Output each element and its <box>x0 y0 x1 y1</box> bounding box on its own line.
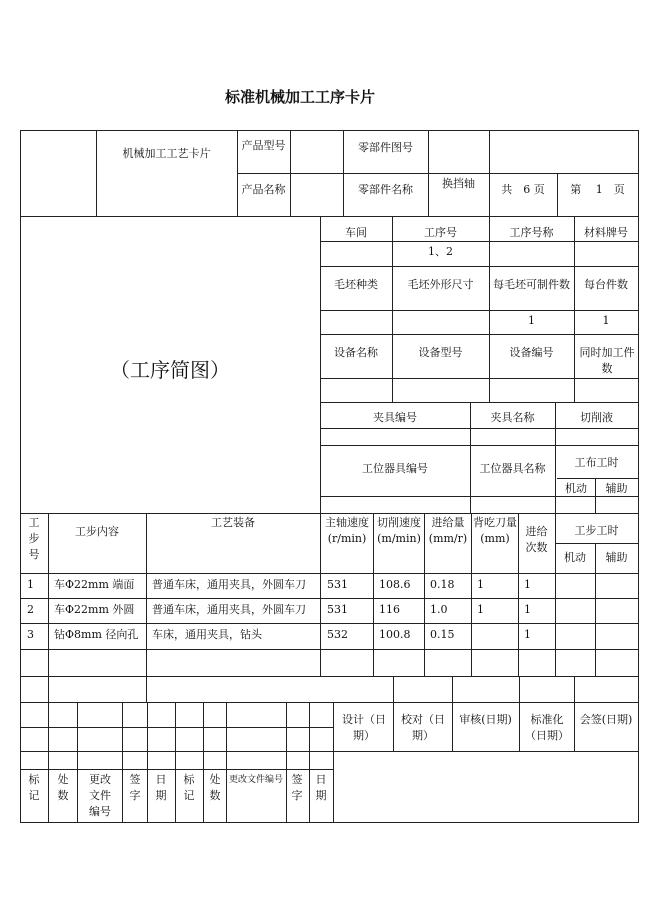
standard-date-label: 标准化（日期） <box>525 713 569 742</box>
part-drawing-no-label: 零部件图号 <box>358 141 413 154</box>
parts-per-blank-label: 每毛坯可制件数 <box>493 278 570 291</box>
process-no-label: 工序号 <box>424 226 457 239</box>
product-model-label: 产品型号 <box>241 139 286 152</box>
blank-type-label: 毛坯种类 <box>334 278 378 291</box>
blank-size-label: 毛坯外形尺寸 <box>407 278 474 291</box>
step-no: 1 <box>27 578 34 591</box>
step-no: 2 <box>27 603 34 616</box>
step-no: 3 <box>27 628 34 641</box>
step-content: 钻Φ8mm 径向孔 <box>54 628 139 641</box>
part-name-label: 零部件名称 <box>358 183 413 196</box>
step-cutting: 116 <box>379 603 400 616</box>
revision-sign-label-2: 签字 <box>291 773 303 802</box>
step-depth: 1 <box>477 603 484 616</box>
step-content: 车Φ22mm 端面 <box>54 578 135 591</box>
revision-date-label-2: 日期 <box>315 773 327 802</box>
card-type: 机械加工工艺卡片 <box>122 147 211 160</box>
step-no-header: 工步号 <box>28 516 40 561</box>
step-machine-header: 机动 <box>564 551 586 564</box>
parts-per-unit-label: 每台件数 <box>584 278 628 291</box>
machine-time-label: 机动 <box>565 482 587 495</box>
process-sketch-label: （工序简图） <box>110 358 230 382</box>
equipment-model-label: 设备型号 <box>418 346 463 359</box>
step-cutting: 100.8 <box>379 628 411 641</box>
revision-mark-label-2: 标记 <box>183 773 195 802</box>
total-pages: 共 6 页 <box>501 183 545 196</box>
step-equipment-header: 工艺装备 <box>211 516 255 529</box>
product-name-label: 产品名称 <box>241 183 286 196</box>
workshop-label: 车间 <box>345 226 367 239</box>
page-number: 第 1 页 <box>570 183 625 196</box>
step-spindle: 531 <box>327 603 348 616</box>
step-cutting: 108.6 <box>379 578 411 591</box>
step-passes: 1 <box>524 628 531 641</box>
revision-mark-label: 标记 <box>28 773 40 802</box>
revision-place-label: 处数 <box>57 773 69 802</box>
countersign-date-label: 会签(日期) <box>579 713 633 726</box>
process-no-value: 1、2 <box>428 245 453 258</box>
station-tool-no-label: 工位器具编号 <box>362 462 428 475</box>
fixture-name-label: 夹具名称 <box>490 411 535 424</box>
revision-sign-label: 签字 <box>129 773 141 802</box>
step-depth: 1 <box>477 578 484 591</box>
revision-doc-label-2: 更改文件编号 <box>228 775 283 785</box>
step-spindle: 531 <box>327 578 348 591</box>
equipment-name-label: 设备名称 <box>334 346 378 359</box>
step-passes: 1 <box>524 603 531 616</box>
step-content-header: 工步内容 <box>75 525 119 538</box>
part-name-value: 换挡轴 <box>442 177 475 190</box>
station-tool-name-label: 工位器具名称 <box>479 462 546 475</box>
step-equipment: 普通车床，通用夹具，外圆车刀 <box>152 603 306 616</box>
step-feed: 1.0 <box>430 603 448 616</box>
depth-header: 背吃刀量(mm) <box>473 516 517 545</box>
parts-per-unit-value: 1 <box>602 314 610 327</box>
step-feed: 0.15 <box>430 628 455 641</box>
fixture-no-label: 夹具编号 <box>373 411 417 424</box>
step-aux-header: 辅助 <box>605 551 628 564</box>
spindle-speed-header: 主轴速度(r/min) <box>325 516 369 545</box>
process-name-label: 工序号称 <box>509 226 554 239</box>
step-equipment: 车床，通用夹具，钻头 <box>152 628 262 641</box>
step-equipment: 普通车床，通用夹具，外圆车刀 <box>152 578 306 591</box>
material-label: 材料牌号 <box>584 226 628 239</box>
step-feed: 0.18 <box>430 578 455 591</box>
step-passes: 1 <box>524 578 531 591</box>
check-date-label: 校对（日期） <box>401 713 445 742</box>
page-title: 标准机械加工工序卡片 <box>224 88 375 106</box>
work-time-label: 工布工时 <box>574 456 619 469</box>
parts-per-blank-value: 1 <box>528 314 535 327</box>
equipment-no-label: 设备编号 <box>509 346 554 359</box>
feed-header: 进给量(mm/r) <box>428 516 468 545</box>
design-date-label: 设计（日期） <box>342 713 386 742</box>
step-time-header: 工步工时 <box>574 524 619 537</box>
cutting-speed-header: 切削速度(m/min) <box>377 516 421 545</box>
aux-time-label: 辅助 <box>605 482 628 495</box>
passes-header: 进给次数 <box>525 525 548 554</box>
concurrent-label: 同时加工件数 <box>579 346 635 375</box>
step-content: 车Φ22mm 外圆 <box>54 603 135 616</box>
review-date-label: 审核(日期) <box>459 713 512 726</box>
revision-doc-label: 更改文件编号 <box>89 773 111 818</box>
revision-date-label: 日期 <box>155 773 167 802</box>
revision-place-label-2: 处数 <box>209 773 221 802</box>
step-spindle: 532 <box>327 628 348 641</box>
coolant-label: 切削液 <box>580 411 613 424</box>
